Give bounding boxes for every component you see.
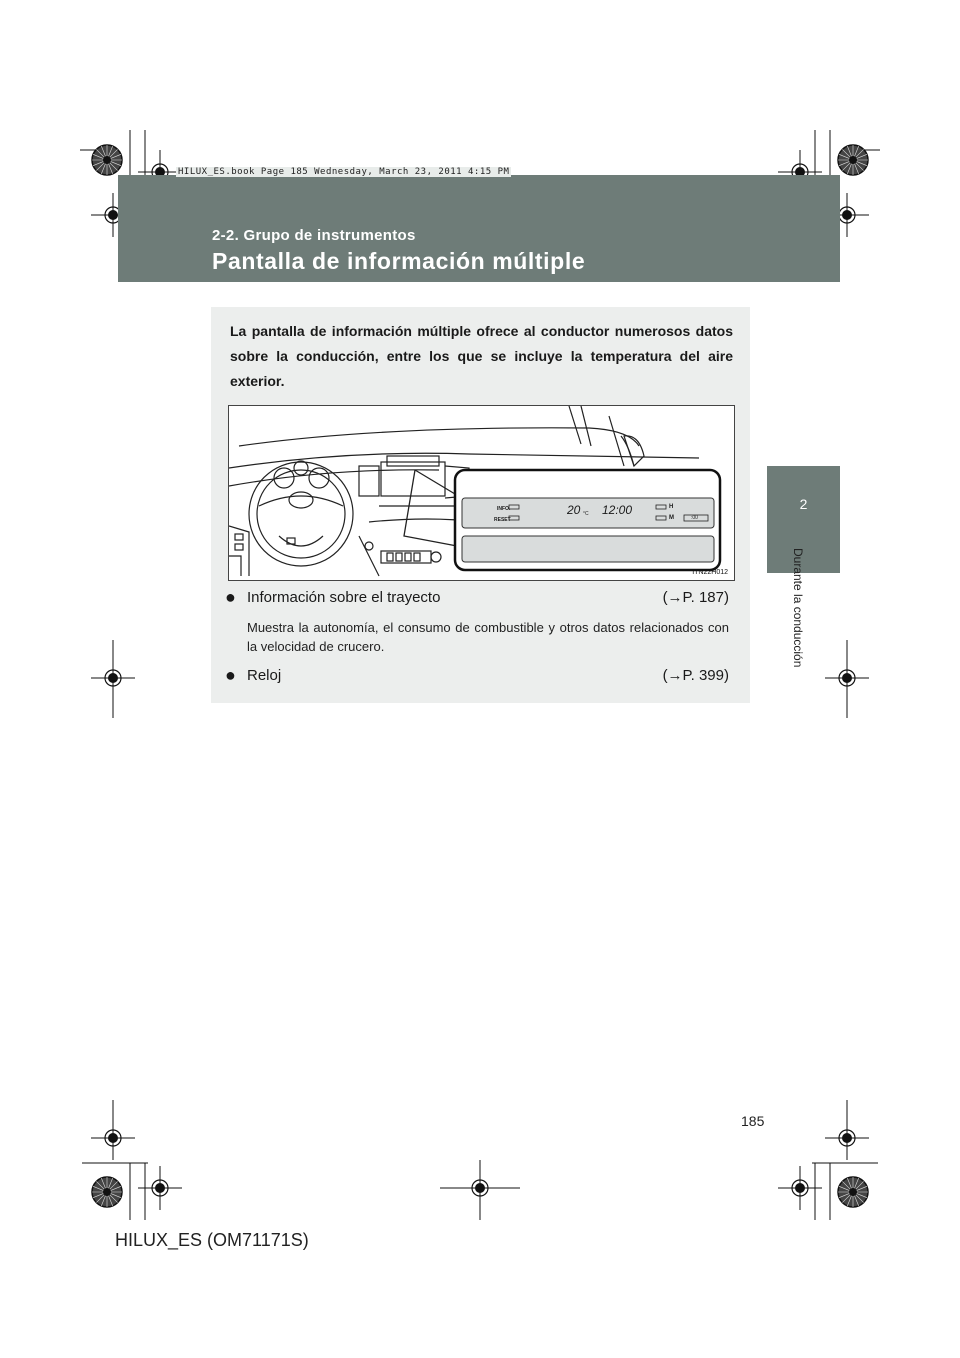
content-panel	[211, 307, 750, 703]
bullet-icon: ●	[225, 587, 236, 607]
page-title: Pantalla de información múltiple	[212, 248, 586, 274]
list-item-description: Muestra la autonomía, el consumo de combustible y otros datos relacionados con la velocidad de crucero.	[247, 620, 729, 654]
page-reference-link[interactable]: (→P. 187)	[662, 589, 729, 606]
display-info-label: INFO.	[497, 506, 511, 512]
display-m-label: M	[669, 515, 674, 521]
display-clock: 12:00	[602, 503, 633, 517]
list-item-label: Información sobre el trayecto	[247, 589, 441, 606]
dashboard-illustration	[228, 405, 735, 581]
page-reference-link[interactable]: (→P. 399)	[662, 667, 729, 684]
chapter-title: Durante la conducción	[791, 548, 805, 668]
dashboard-drawing	[229, 406, 734, 580]
page-number: 185	[741, 1113, 765, 1129]
display-small-readout: :00	[691, 515, 698, 521]
chapter-number: 2	[799, 496, 808, 512]
bullet-icon: ●	[225, 665, 236, 685]
section-header-bar	[118, 175, 840, 282]
figure-code: ITN22H012	[692, 569, 728, 576]
display-temperature: 20	[567, 503, 581, 517]
display-reset-label: RESET	[494, 517, 511, 523]
footer-manual-code: HILUX_ES (OM71171S)	[115, 1230, 309, 1250]
book-stamp: HILUX_ES.book Page 185 Wednesday, March 23, 2011 4:15 PM	[178, 167, 510, 177]
section-label: 2-2. Grupo de instrumentos	[212, 227, 416, 244]
list-item-label: Reloj	[247, 667, 282, 684]
intro-paragraph: La pantalla de información múltiple ofrece al conductor numerosos datos sobre la conducción, entre los que se incluye la temperatura del aire exterior.	[230, 323, 733, 389]
display-h-label: H	[669, 504, 674, 510]
display-temp-unit: °C	[583, 511, 589, 517]
